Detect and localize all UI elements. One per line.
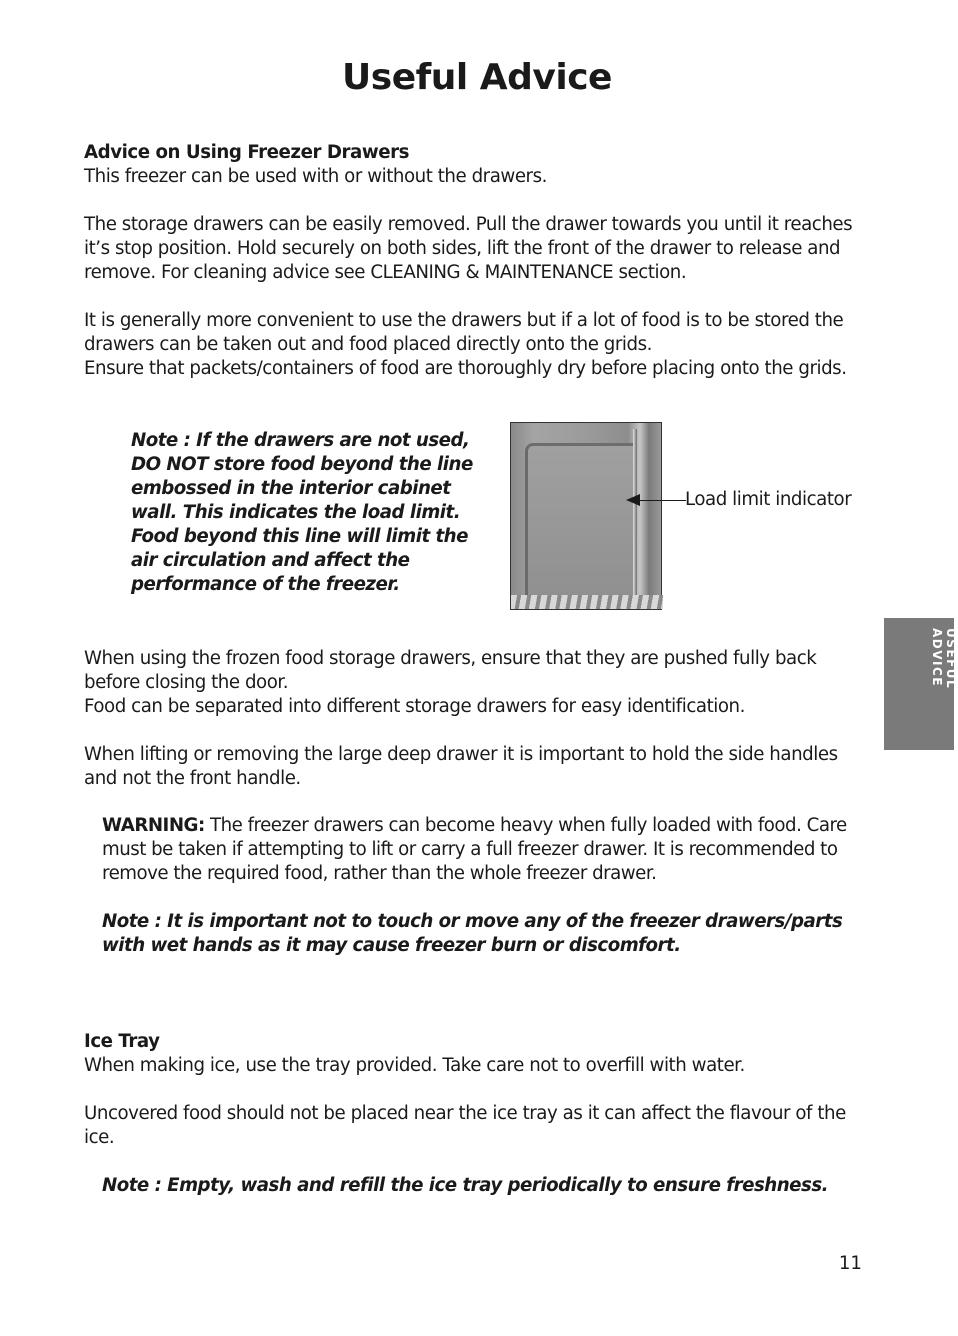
drawers-paragraph-7: When lifting or removing the large deep drawer it is important to hold the side handles and not the front handle. bbox=[84, 744, 838, 789]
warning-label: WARNING: bbox=[102, 815, 205, 836]
ice-tray-paragraph-1: When making ice, use the tray provided. Take care not to overfill with water. bbox=[84, 1055, 745, 1076]
grid-rail bbox=[511, 595, 663, 609]
drawers-paragraph-3-block bbox=[84, 309, 854, 381]
page-title: Useful Advice bbox=[342, 57, 612, 98]
ice-tray-section bbox=[84, 1030, 854, 1078]
drawer-recess bbox=[525, 443, 634, 606]
ice-tray-paragraph-2: Uncovered food should not be placed near the ice tray as it can affect the flavour of the ice. bbox=[84, 1103, 846, 1148]
ice-tray-paragraph-2-block bbox=[84, 1102, 854, 1150]
section-side-tab bbox=[884, 618, 958, 750]
side-tab-label: USEFUL ADVICE bbox=[930, 628, 958, 690]
drawers-paragraph-2: The storage drawers can be easily removed. Pull the drawer towards you until it reaches it’s stop position. Hold securely on both sides, lift the front of the drawer to release and remove. For cleaning advice see CLEANING & MAINTENANCE section. bbox=[84, 214, 853, 283]
load-limit-note: Note : If the drawers are not used, DO NOT store food beyond the line embossed in the interior cabinet wall. This indicates the load limit. Food beyond this line will limit the air circulation and affect the performance of the freezer. bbox=[131, 430, 473, 595]
drawers-paragraph-7-block bbox=[84, 743, 854, 791]
embossed-load-line bbox=[633, 429, 637, 605]
drawers-paragraph-2-block bbox=[84, 213, 854, 285]
callout-leader-line bbox=[638, 500, 686, 501]
load-limit-label: Load limit indicator bbox=[685, 489, 852, 510]
drawers-heading: Advice on Using Freezer Drawers bbox=[84, 142, 409, 163]
drawers-paragraph-4: Ensure that packets/containers of food are thoroughly dry before placing onto the grids. bbox=[84, 358, 847, 379]
drawers-paragraph-3: It is generally more convenient to use the drawers but if a lot of food is to be stored the drawers can be taken out and food placed directly onto the grids. bbox=[84, 310, 844, 355]
drawers-paragraph-5: When using the frozen food storage drawers, ensure that they are pushed fully back before closing the door. bbox=[84, 648, 817, 693]
drawers-section-intro bbox=[84, 141, 854, 189]
ice-tray-heading: Ice Tray bbox=[84, 1031, 160, 1052]
warning-text: The freezer drawers can become heavy when fully loaded with food. Care must be taken if attempting to lift or carry a full freezer drawer. It is recommended to remove the required food, rather than the whole freezer drawer. bbox=[102, 815, 847, 884]
drawers-paragraph-6: Food can be separated into different storage drawers for easy identification. bbox=[84, 696, 745, 717]
ice-tray-note: Note : Empty, wash and refill the ice tray periodically to ensure freshness. bbox=[102, 1175, 829, 1196]
warning-paragraph bbox=[102, 814, 862, 886]
warning-block bbox=[102, 814, 862, 886]
wet-hands-note: Note : It is important not to touch or move any of the freezer drawers/parts with wet hands as it may cause freezer burn or discomfort. bbox=[102, 911, 843, 956]
page-number: 11 bbox=[838, 1253, 862, 1274]
load-limit-photo bbox=[510, 422, 662, 610]
drawers-paragraph-1: This freezer can be used with or without the drawers. bbox=[84, 166, 547, 187]
drawers-paragraph-5-block bbox=[84, 647, 854, 719]
